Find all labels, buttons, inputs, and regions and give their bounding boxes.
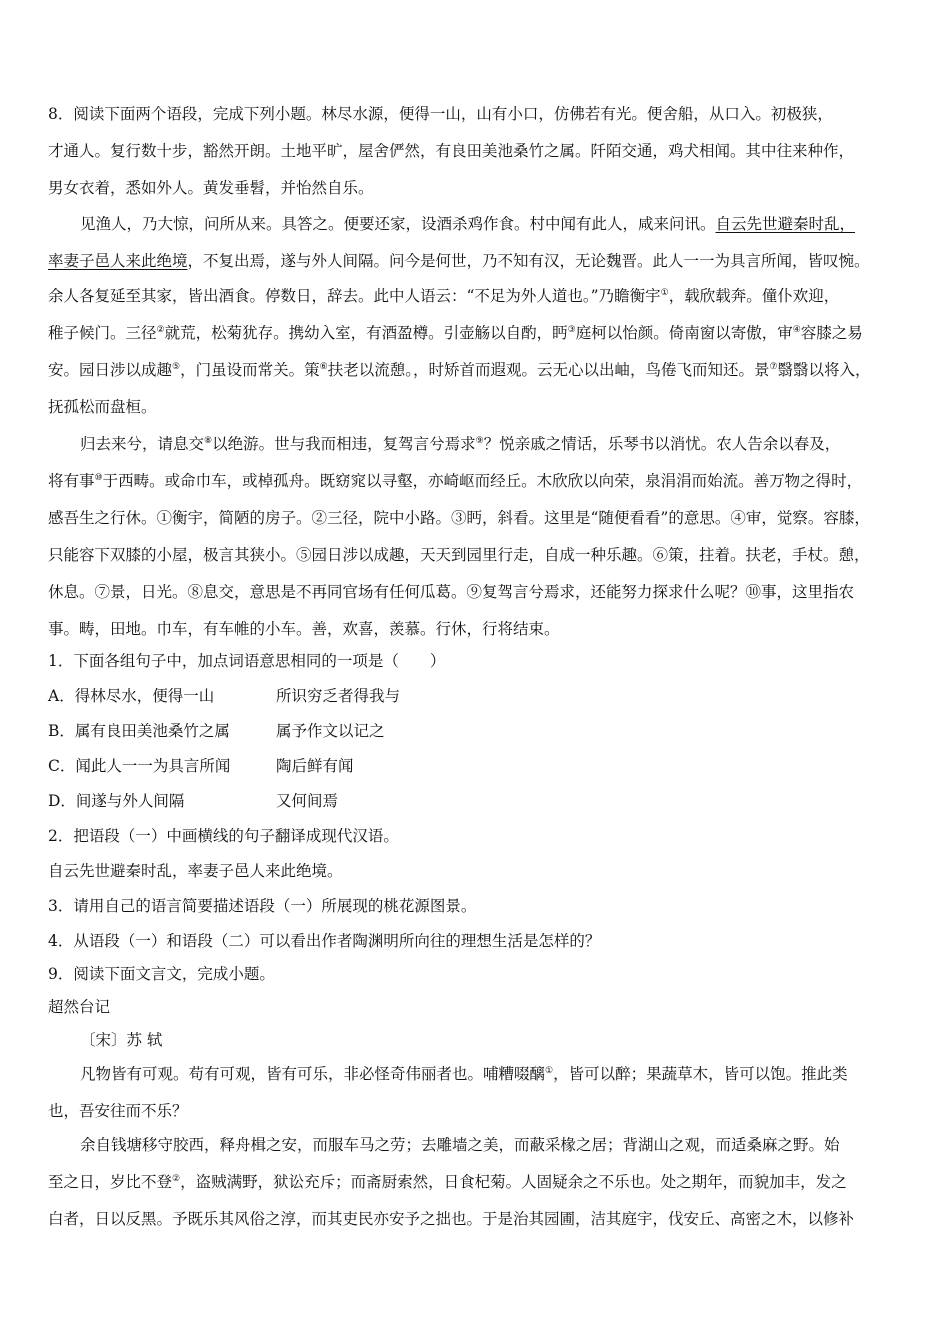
essay-line4 (48, 1172, 847, 1192)
essay-author: 〔宋〕苏 轼 (80, 1031, 163, 1049)
notes-line2: 只能容下双膝的小屋，极言其狭小。⑤园日涉以成趣，天天到园里行走，自成一种乐趣。⑥策，拄着。扶老，手杖。憩， (48, 546, 870, 564)
passage2-text: 乃瞻衡宇 (598, 287, 661, 305)
option-b: B．属有良田美池桑竹之属 (48, 722, 230, 740)
notes-line1: 感吾生之行休。①衡宇，简陋的房子。②三径，院中小路。③眄，斜看。这里是“随便看看”的意思。④审，觉察。容膝， (48, 509, 870, 527)
passage2-text: 以绝游。世与我而相违，复驾言兮焉求 (212, 435, 476, 453)
option-c-pair: 陶后鲜有闻 (276, 757, 354, 775)
question-1: 1．下面各组句子中，加点词语意思相同的一项是（ ） (48, 652, 446, 670)
option-c: C．闻此人一一为具言所闻 (48, 757, 231, 775)
passage2-text: 将有事 (48, 472, 95, 490)
passage2-line4: 抚孤松而盘桓。 (48, 398, 157, 416)
passage2-text: 于西畴。或命巾车，或棹孤舟。既窈窕以寻壑，亦崎岖而经丘。木欣欣以向荣，泉涓涓而始流。善万物之得时， (102, 472, 863, 490)
passage1-line5 (48, 251, 870, 271)
passage2-text: 翳翳以将入， (777, 361, 871, 379)
passage2-text: 扶老以流憩。，时矫首而遐观。云无心以出岫，鸟倦飞而知还。景 (327, 361, 770, 379)
footnote-mark: ⑦ (769, 361, 778, 372)
notes-line3: 休息。⑦景，日光。⑧息交，意思是不再同官场有任何瓜葛。⑨复驾言兮焉求，还能努力探求什么呢？⑩事，这里指农 (48, 583, 855, 601)
question-9: 9．阅读下面文言文，完成小题。 (48, 965, 275, 983)
passage1-text: 余人各复延至其家，皆出酒食。停数日，辞去。此中人语云：“不足为外人道也。” (48, 287, 599, 305)
footnote-mark: ③ (567, 324, 576, 335)
passage2-text: ，载欣载奔。僮仆欢迎， (668, 287, 840, 305)
option-label: A．得林尽水，便得一山 (48, 687, 215, 705)
essay-text: 至之日，岁比不登 (48, 1173, 173, 1191)
essay-title: 超然台记 (48, 998, 111, 1016)
footnote-mark: ⑩ (94, 472, 103, 483)
passage1-line1 (48, 104, 833, 124)
passage2-text: 就荒，松菊犹存。携幼入室，有酒盈樽。引壶觞以自酌，眄 (164, 324, 568, 342)
passage2-text: 容膝之易 (800, 324, 863, 342)
footnote-mark: ④ (792, 324, 801, 335)
passage1-line3: 男女衣着，悉如外人。黄发垂髫，并怡然自乐。 (48, 179, 374, 197)
passage2-text: 庭柯以怡颜。倚南窗以寄傲，审 (575, 324, 793, 342)
passage1-text: ，不复出焉，遂与外人间隔。问今是何世，乃不知有汉，无论魏晋。此人一一为具言所闻，皆叹惋。 (187, 252, 870, 270)
essay-line3: 余自钱塘移守胶西，释舟楫之安，而服车马之劳；去雕墙之美，而蔽采椽之居；背湖山之观，而适桑麻之野。始 (80, 1136, 840, 1154)
passage2-line3 (48, 360, 871, 380)
passage2-line6 (48, 471, 862, 491)
question-4: 4．从语段（一）和语段（二）可以看出作者陶渊明所向往的理想生活是怎样的？ (48, 932, 601, 950)
passage1-line4 (80, 214, 855, 234)
passage1-text: 林尽水源，便得一山，山有小口，仿佛若有光。便舍船，从口入。初极狭， (321, 105, 833, 123)
essay-line5: 白者，日以反黑。予既乐其风俗之淳，而其吏民亦安予之拙也。于是治其园圃，洁其庭宇，伐安丘、高密之木，以修补 (48, 1210, 855, 1228)
passage2-text: 归去来兮，请息交 (80, 435, 205, 453)
option-d: D．间遂与外人间隔 (48, 792, 185, 810)
essay-line2: 也，吾安往而不乐？ (48, 1102, 188, 1120)
footnote-mark: ② (172, 1173, 181, 1184)
footnote-mark: ⑨ (475, 435, 484, 446)
footnote-mark: ⑧ (204, 435, 213, 446)
question8-intro: 8．阅读下面两个语段，完成下列小题。 (48, 105, 322, 123)
question-2-sentence: 自云先世避秦时乱，率妻子邑人来此绝境。 (48, 862, 343, 880)
passage2-text: ？悦亲戚之情话，乐琴书以消忧。农人告余以春及， (483, 435, 841, 453)
option-a-pair: 所识穷乏者得我与 (276, 687, 401, 705)
underlined-sentence: 自云先世避秦时乱， (715, 215, 856, 233)
question-3: 3．请用自己的语言简要描述语段（一）所展现的桃花源图景。 (48, 897, 477, 915)
footnote-mark: ① (660, 287, 669, 298)
passage1-line6 (48, 286, 839, 306)
footnote-mark: ① (545, 1065, 554, 1076)
passage1-line2: 才通人。复行数十步，豁然开朗。土地平旷，屋舍俨然，有良田美池桑竹之属。阡陌交通，鸡犬相闻。其中往来种作， (48, 142, 855, 160)
essay-line1 (80, 1064, 848, 1084)
question-2: 2．把语段（一）中画横线的句子翻译成现代汉语。 (48, 827, 399, 845)
passage2-text: ，门虽设而常关。策 (180, 361, 320, 379)
option-b-pair: 属予作文以记之 (276, 722, 385, 740)
passage2-line5 (80, 434, 840, 454)
footnote-mark: ② (156, 324, 165, 335)
option-a (48, 686, 214, 706)
underlined-sentence: 率妻子邑人来此绝境 (48, 252, 188, 270)
passage1-text: 见渔人，乃大惊，问所从来。具答之。便要还家，设酒杀鸡作食。村中闻有此人，咸来问讯。 (80, 215, 716, 233)
option-d-pair: 又何间焉 (276, 792, 339, 810)
essay-text: 凡物皆有可观。苟有可观，皆有可乐，非必怪奇伟丽者也。哺糟啜醨 (80, 1065, 546, 1083)
footnote-mark: ⑤ (172, 361, 181, 372)
essay-text: ，盗贼满野，狱讼充斥；而斋厨索然，日食杞菊。人固疑余之不乐也。处之期年，而貌加丰，发之 (180, 1173, 847, 1191)
passage2-text: 稚子候门。三径 (48, 324, 157, 342)
essay-text: ，皆可以醉；果蔬草木，皆可以饱。推此类 (553, 1065, 848, 1083)
passage2-text: 安。园日涉以成趣 (48, 361, 173, 379)
passage2-line2 (48, 323, 863, 343)
notes-line4: 事。畴，田地。巾车，有车帷的小车。善，欢喜，羡慕。行休，行将结束。 (48, 620, 560, 638)
footnote-mark: ⑥ (319, 361, 328, 372)
